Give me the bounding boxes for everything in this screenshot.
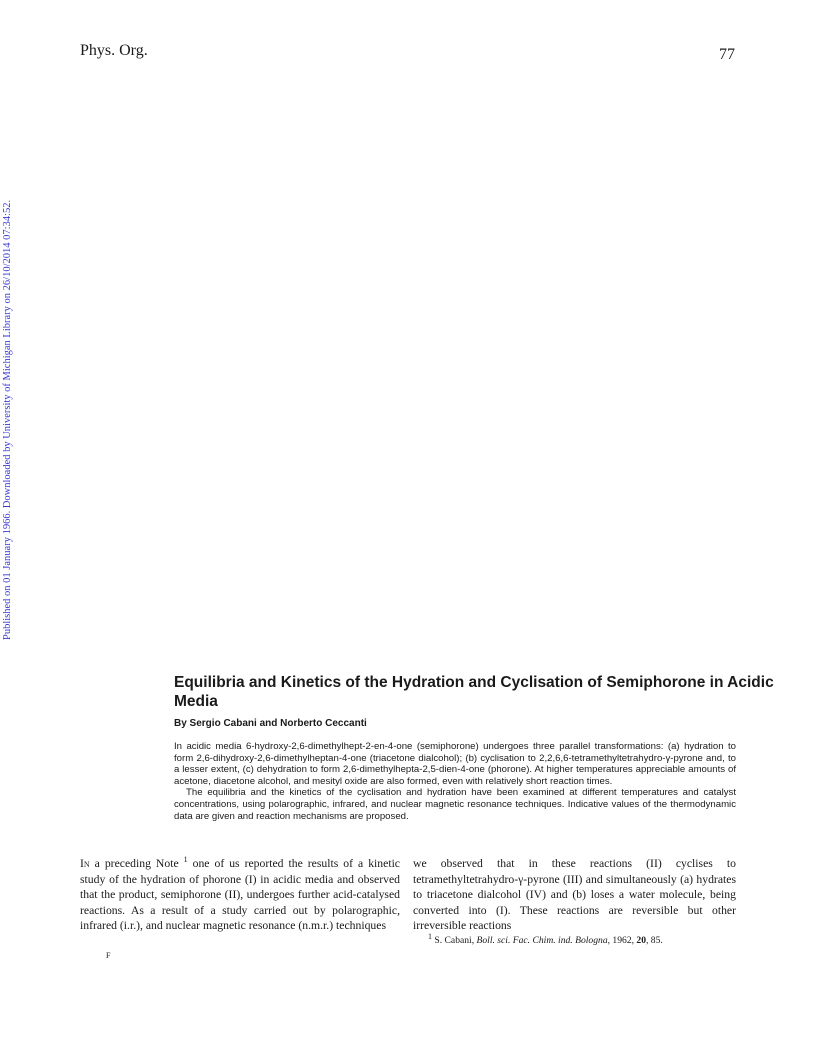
footnote-number: 1: [428, 931, 432, 941]
abstract-paragraph: The equilibria and the kinetics of the cyclisation and hydration have been examined at different temperatures and catalyst concentrations, using polarographic, infrared, and nuclear magnetic resonance techniques. Indicative values of the thermodynamic data are given and reaction mechanisms are proposed.: [174, 787, 736, 822]
page-number: 77: [719, 46, 735, 63]
article-authors: By Sergio Cabani and Norberto Ceccanti: [174, 718, 367, 729]
body-text: one of us reported the results of a kinetic study of the hydration of phorone (I) in acidic media and observed that the product, semiphorone (II), undergoes further acid-catalysed reactions. As a result of a study carried out by polarographic, infrared (i.r.), and nuclear magnetic resonance (n.m.r.) techniques: [80, 857, 400, 933]
footnote-pages: , 85.: [646, 935, 663, 946]
footnote-author: S. Cabani,: [432, 935, 477, 946]
signature-mark: F: [106, 951, 111, 960]
reference-marker: 1: [183, 855, 188, 865]
article-title: Equilibria and Kinetics of the Hydration and Cyclisation of Semiphorone in Acidic Media: [174, 674, 774, 710]
footnote-year: , 1962,: [607, 935, 637, 946]
dropcap: In: [80, 857, 90, 870]
running-head: Phys. Org.: [80, 42, 148, 59]
body-text: a preceding Note: [89, 857, 184, 870]
abstract: [174, 741, 736, 822]
download-watermark: Published on 01 January 1966. Downloaded by University of Michigan Library on 26/10/2014 07:34:52.: [2, 199, 13, 640]
abstract-paragraph: In acidic media 6-hydroxy-2,6-dimethylhept-2-en-4-one (semiphorone) undergoes three parallel transformations: (a) hydration to form 2,6-dihydroxy-2,6-dimethylheptan-4-one (triacetone dialcohol); (b) cyclisation to 2,2,6,6-tetramethyltetrahydro-γ-pyrone and, to a lesser extent, (c) dehydration to form 2,6-dimethylhepta-2,5-dien-4-one (phorone). At higher temperatures appreciable amounts of acetone, diacetone alcohol, and mesityl oxide are also formed, even with relatively short reaction times.: [174, 741, 736, 787]
body-column-left: [80, 856, 400, 934]
body-column-right: we observed that in these reactions (II) cyclises to tetramethyltetrahydro-γ-pyrone (III) and simultaneously (a) hydrates to triacetone dialcohol (IV) and (b) loses a water molecule, being converted into (I). These reactions are reversible but other irreversible reactions: [413, 857, 736, 933]
footnote: [428, 931, 748, 946]
footnote-journal: Boll. sci. Fac. Chim. ind. Bologna: [476, 935, 608, 946]
footnote-volume: 20: [636, 935, 646, 946]
